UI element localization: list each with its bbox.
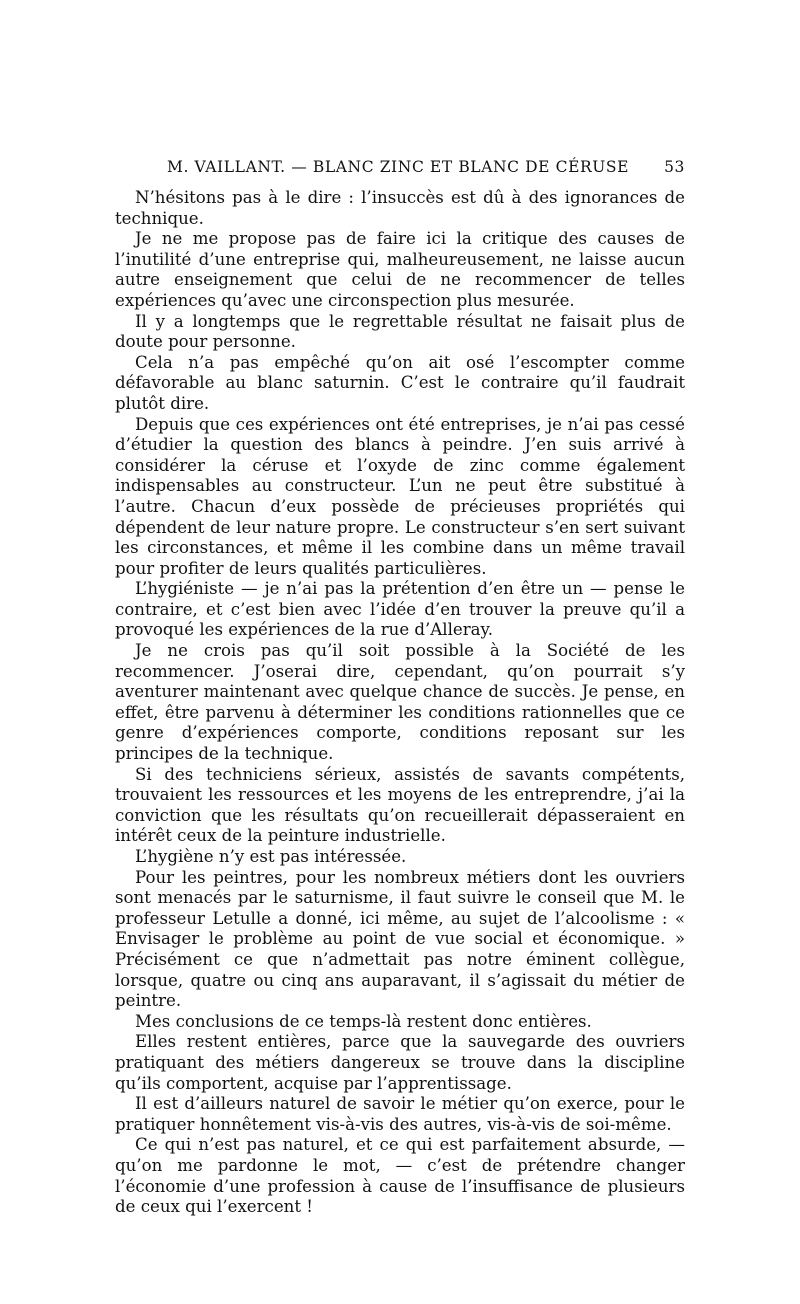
paragraph: L’hygiéniste — je n’ai pas la prétention d’en être un — pense le contraire, et c’est bien avec l’idée d’en trouver la preuve qu’il a provoqué les expériences de la rue d’Alleray. (115, 579, 685, 640)
paragraph: Mes conclusions de ce temps-là restent donc entières. (135, 1011, 592, 1031)
body-text (115, 188, 685, 1218)
paragraph: Il y a longtemps que le regrettable résultat ne faisait plus de doute pour personne. (115, 311, 685, 352)
paragraph: Cela n’a pas empêché qu’on ait osé l’escompter comme défavorable au blanc saturnin. C’est le contraire qu’il faudrait plutôt dire. (115, 352, 685, 413)
paragraph: L’hygiène n’y est pas intéressée. (135, 847, 407, 866)
running-header (115, 158, 685, 186)
paragraph: Ce qui n’est pas naturel, et ce qui est parfaitement absurde, — qu’on me pardonne le mot, — c’est de prétendre changer l’économie d’une profession à cause de l’insuffisance de plusieurs de ceux qui l’exercent ! (115, 1135, 685, 1217)
paragraph: Si des techniciens sérieux, assistés de savants compétents, trouvaient les ressources et les moyens de les entreprendre, j’ai la conviction que les résultats qu’on recueillerait dépasseraient en intérêt ceux de la peinture industrielle. (115, 764, 685, 846)
book-page (115, 158, 685, 1218)
paragraph: Pour les peintres, pour les nombreux métiers dont les ouvriers sont menacés par le saturnisme, il faut suivre le conseil que M. le professeur Letulle a donné, ici même, au sujet de l’alcoolisme : « Envisager le problème au point de vue social et économique. » Précisément ce que n’admettait pas notre éminent collègue, lorsque, quatre ou cinq ans auparavant, il s’agissait du métier de peintre. (115, 867, 685, 1011)
page-number: 53 (664, 158, 685, 176)
paragraph: Elles restent entières, parce que la sauvegarde des ouvriers pratiquant des métiers dangereux se trouve dans la discipline qu’ils comportent, acquise par l’apprentissage. (115, 1032, 685, 1093)
paragraph: Depuis que ces expériences ont été entreprises, je n’ai pas cessé d’étudier la question des blancs à peindre. J’en suis arrivé à considérer la céruse et l’oxyde de zinc comme également indispensables au constructeur. L’un ne peut être substitué à l’autre. Chacun d’eux possède de précieuses propriétés qui dépendent de leur nature propre. Le constructeur s’en sert suivant les circonstances, et même il les combine dans un même travail pour profiter de leurs qualités particulières. (115, 414, 685, 578)
paragraph: N’hésitons pas à le dire : l’insuccès est dû à des ignorances de technique. (115, 188, 685, 228)
running-title: M. VAILLANT. — BLANC ZINC ET BLANC DE CÉRUSE (167, 158, 630, 176)
paragraph: Je ne me propose pas de faire ici la critique des causes de l’inutilité d’une entreprise qui, malheureusement, ne laisse aucun autre enseignement que celui de ne recommencer de telles expériences qu’avec une circonspection plus mesurée. (115, 229, 685, 310)
paragraph: Je ne crois pas qu’il soit possible à la Société de les recommencer. J’oserai dire, cependant, qu’on pourrait s’y aventurer maintenant avec quelque chance de succès. Je pense, en effet, être parvenu à déterminer les conditions rationnelles que ce genre d’expériences comporte, conditions reposant sur les principes de la technique. (115, 641, 685, 764)
paragraph: Il est d’ailleurs naturel de savoir le métier qu’on exerce, pour le pratiquer honnêtement vis-à-vis des autres, vis-à-vis de soi-même. (115, 1094, 685, 1134)
